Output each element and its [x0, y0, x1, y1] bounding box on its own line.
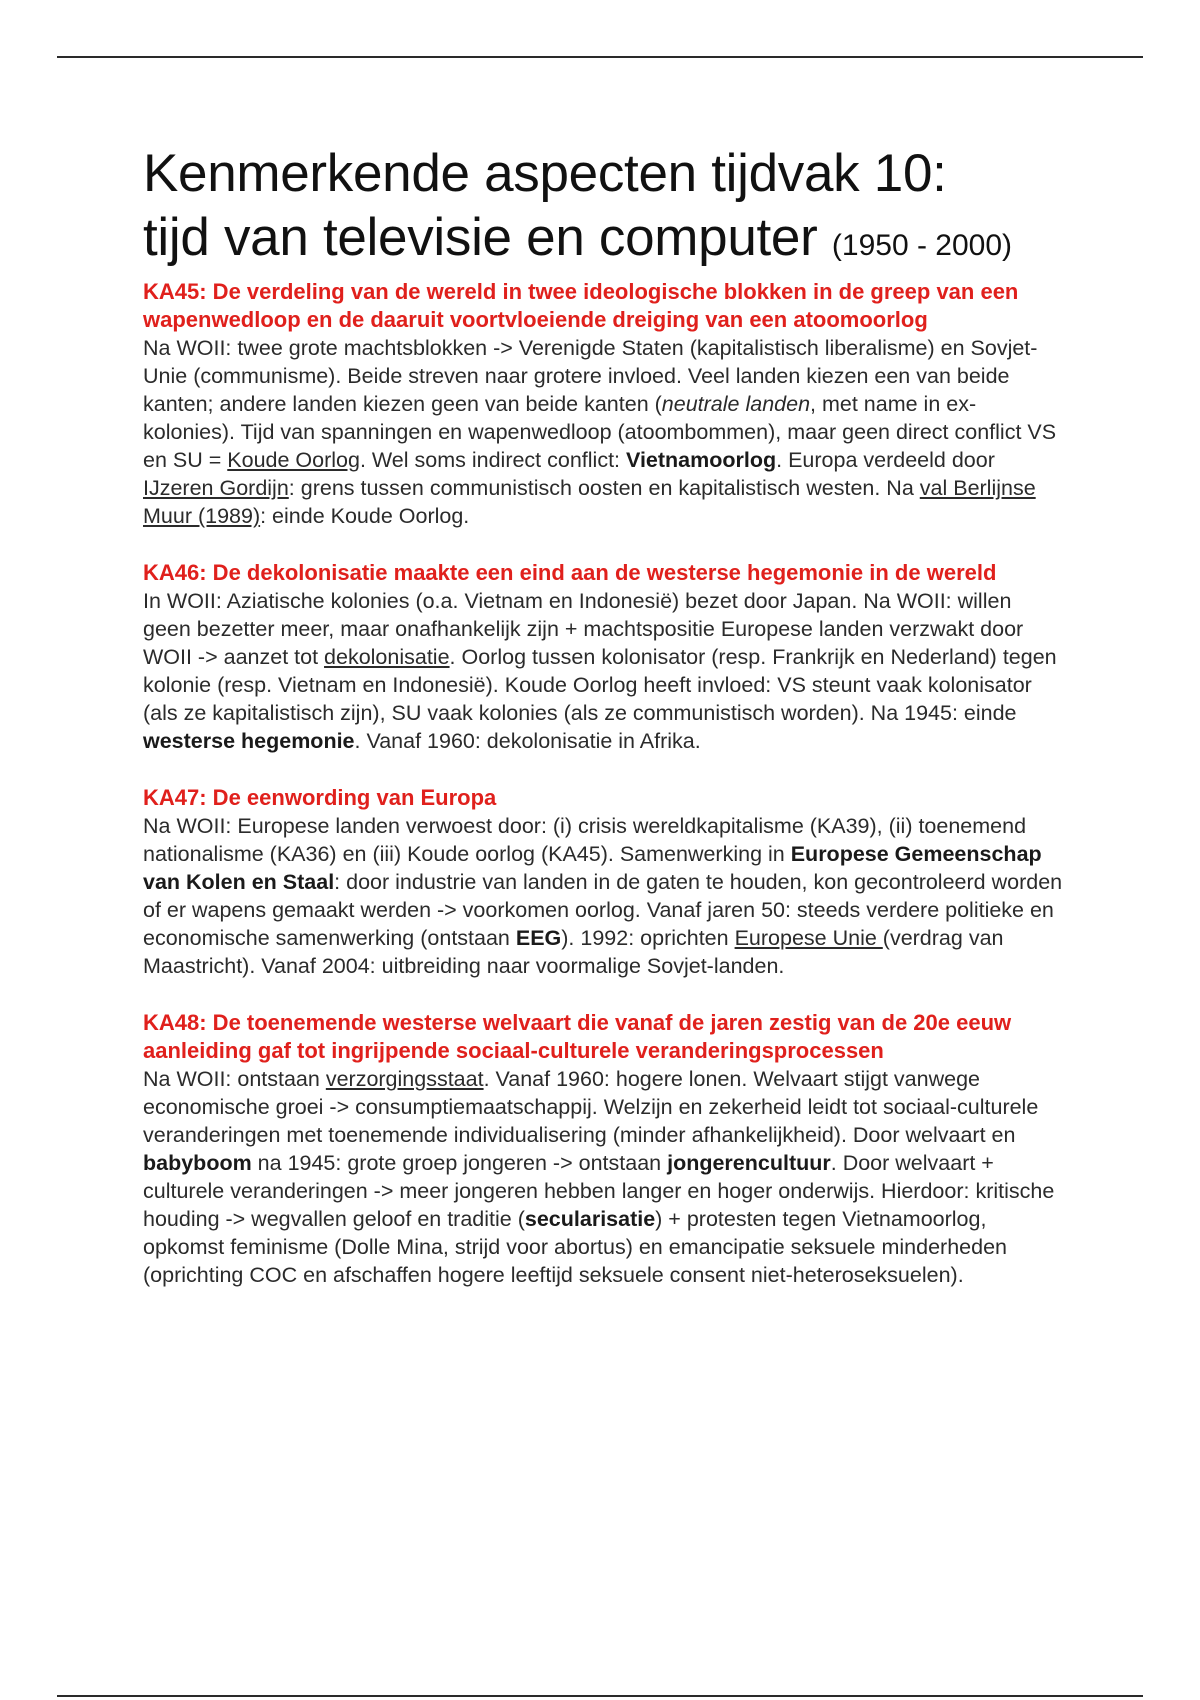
ka46-body	[143, 587, 1063, 755]
ka45-heading: KA45: De verdeling van de wereld in twee ideologische blokken in de greep van een wapenwedloop en de daaruit voortvloeiende dreiging van een atoomoorlog	[143, 279, 1019, 332]
body-text-run: . Wel soms indirect conflict:	[359, 448, 626, 472]
body-text-run: Vietnamoorlog	[626, 448, 777, 472]
ka48-body	[143, 1065, 1063, 1289]
body-text-run: . Vanaf 1960: dekolonisatie in Afrika.	[354, 729, 701, 753]
top-rule	[57, 56, 1143, 58]
page-title	[143, 142, 1063, 278]
body-text-run: (verdrag van Maastricht). Vanaf 2004: uitbreiding naar voormalige Sovjet-landen.	[143, 926, 1004, 978]
section-ka47	[143, 784, 1063, 980]
section-ka48	[143, 1009, 1063, 1289]
body-text-run: . Door welvaart + culturele veranderingen -> meer jongeren hebben langer en hoger onderwijs. Hierdoor: kritische houding -> wegvallen geloof en traditie (	[143, 1151, 1055, 1231]
body-text-run: ) + protesten tegen Vietnamoorlog, opkomst feminisme (Dolle Mina, strijd voor abortus) en emancipatie seksuele minderheden (oprichting COC en afschaffen hogere leeftijd seksuele consent niet-heteroseksuelen).	[143, 1207, 1007, 1287]
body-text-run: ). 1992: oprichten	[561, 926, 735, 950]
body-text-run: : grens tussen communistisch oosten en kapitalistisch westen. Na	[288, 476, 920, 500]
body-text-run: . Vanaf 1960: hogere lonen. Welvaart stijgt vanwege economische groei -> consumptiemaatschappij. Welzijn en zekerheid leidt tot sociaal-culturele veranderingen met toenemende individualisering (minder afhankelijkheid). Door welvaart en	[143, 1067, 1039, 1147]
page-content	[143, 142, 1063, 1318]
section-ka46	[143, 559, 1063, 755]
body-text-run: dekolonisatie	[324, 645, 450, 669]
body-text-run: EEG	[515, 926, 562, 950]
body-text-run: , met name in ex-kolonies). Tijd van spanningen en wapenwedloop (atoombommen), maar geen direct conflict VS en SU =	[143, 392, 1057, 472]
body-text-run: . Europa verdeeld door	[776, 448, 995, 472]
title-line-1: Kenmerkende aspecten tijdvak 10:	[143, 144, 947, 203]
body-text-run: neutrale landen	[661, 392, 811, 416]
ka48-heading: KA48: De toenemende westerse welvaart die vanaf de jaren zestig van de 20e eeuw aanleiding gaf tot ingrijpende sociaal-culturele veranderingsprocessen	[143, 1010, 1012, 1063]
body-text-run: Europese Gemeenschap van Kolen en Staal	[143, 842, 1042, 894]
section-ka45	[143, 278, 1063, 530]
title-years: (1950 - 2000)	[831, 229, 1013, 262]
body-text-run: : door industrie van landen in de gaten te houden, kon gecontroleerd worden of er wapens gemaakt werden -> voorkomen oorlog. Vanaf jaren 50: steeds verdere politieke en economische samenwerking (ontstaan	[143, 870, 1063, 950]
ka45-body	[143, 334, 1063, 530]
body-text-run: Na WOII: ontstaan	[143, 1067, 326, 1091]
title-line-2: tijd van televisie en computer	[143, 208, 818, 267]
ka47-heading: KA47: De eenwording van Europa	[143, 785, 497, 810]
body-text-run: na 1945: grote groep jongeren -> ontstaan	[251, 1151, 668, 1175]
body-text-run: . Oorlog tussen kolonisator (resp. Frankrijk en Nederland) tegen kolonie (resp. Vietnam en Indonesië). Koude Oorlog heeft invloed: VS steunt vaak kolonisator (als ze kapitalistisch zijn), SU vaak kolonies (als ze communistisch worden). Na 1945: einde	[143, 645, 1057, 725]
body-text-run: jongerencultuur	[667, 1151, 831, 1175]
body-text-run: Koude Oorlog	[227, 448, 360, 472]
ka47-body	[143, 812, 1063, 980]
body-text-run: Na WOII: twee grote machtsblokken -> Verenigde Staten (kapitalistisch liberalisme) en Sovjet-Unie (communisme). Beide streven naar grotere invloed. Veel landen kiezen een van beide kanten; andere landen kiezen geen van beide kanten (	[143, 336, 1038, 416]
bottom-rule	[57, 1695, 1143, 1697]
body-text-run: Na WOII: Europese landen verwoest door: (i) crisis wereldkapitalisme (KA39), (ii) toenemend nationalisme (KA36) en (iii) Koude oorlog (KA45). Samenwerking in	[143, 814, 1027, 866]
ka46-heading: KA46: De dekolonisatie maakte een eind aan de westerse hegemonie in de wereld	[143, 560, 997, 585]
body-text-run: IJzeren Gordijn	[143, 476, 289, 500]
body-text-run: : einde Koude Oorlog.	[260, 504, 470, 528]
body-text-run: westerse hegemonie	[143, 729, 355, 753]
body-text-run: val Berlijnse Muur (1989)	[143, 476, 1036, 528]
body-text-run: secularisatie	[524, 1207, 656, 1231]
body-text-run: In WOII: Aziatische kolonies (o.a. Vietnam en Indonesië) bezet door Japan. Na WOII: willen geen bezetter meer, maar onafhankelijk zijn + machtspositie Europese landen verzwakt door WOII -> aanzet tot	[143, 589, 1024, 669]
body-text-run: Europese Unie	[734, 926, 883, 950]
body-text-run: verzorgingsstaat	[325, 1067, 484, 1091]
body-text-run: babyboom	[143, 1151, 252, 1175]
